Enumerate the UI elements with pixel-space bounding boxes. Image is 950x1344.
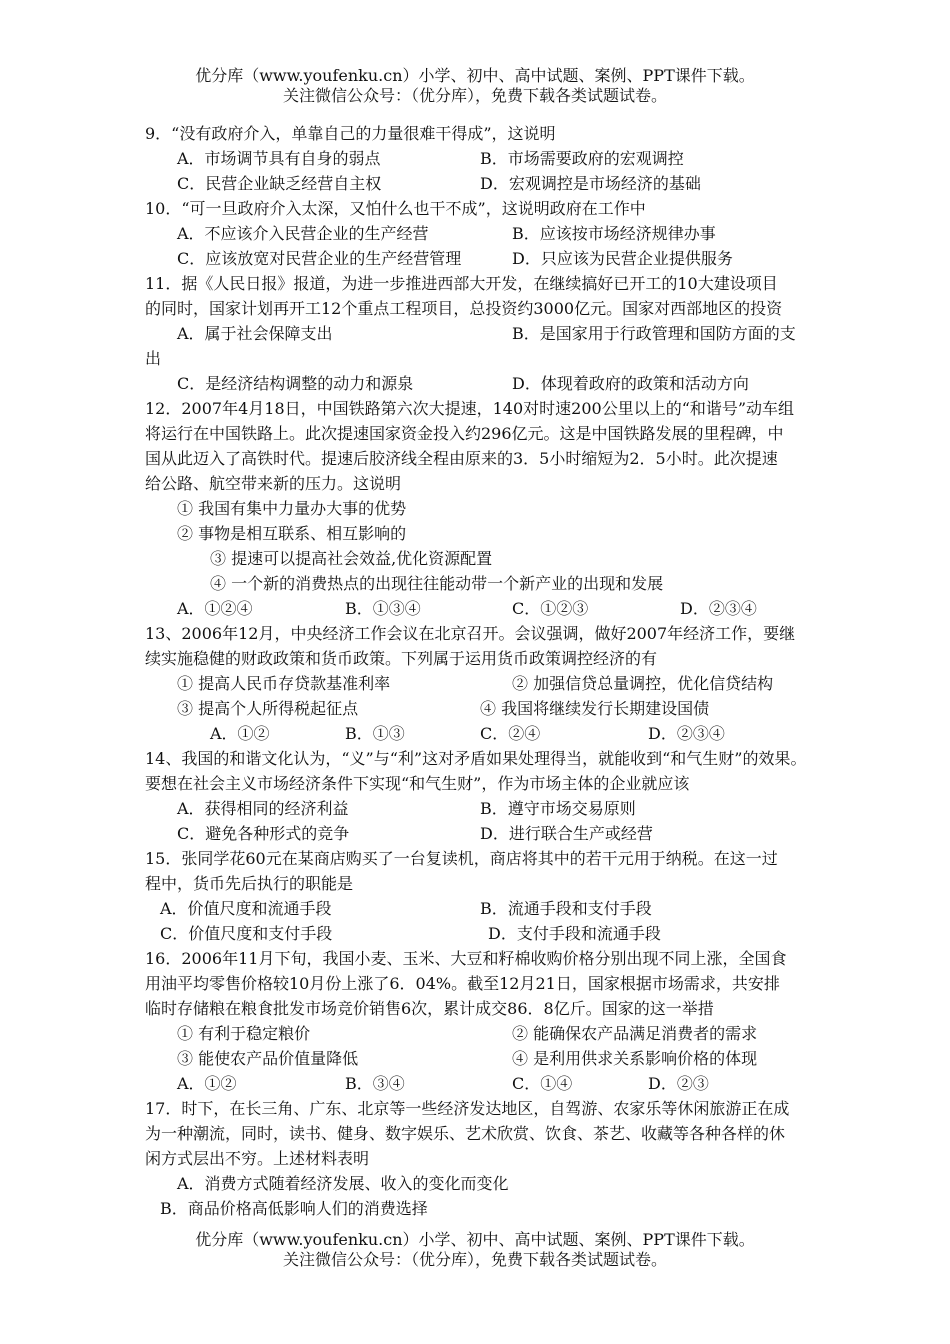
q14-option-a: A．获得相同的经济利益 xyxy=(177,799,349,818)
q9-option-a: A．市场调节具有自身的弱点 xyxy=(177,149,381,168)
q11-option-b: B．是国家用于行政管理和国防方面的支 xyxy=(512,324,796,343)
q12-option-d: D．②③④ xyxy=(680,599,757,618)
q16-option-a: A．①② xyxy=(177,1074,237,1093)
q15-option-d: D．支付手段和流通手段 xyxy=(488,924,661,943)
q11-option-c: C．是经济结构调整的动力和源泉 xyxy=(177,374,414,393)
q16-option-b: B．③④ xyxy=(345,1074,405,1093)
q11-option-d: D．体现着政府的政策和活动方向 xyxy=(512,374,749,393)
q14-stem-1: 14、我国的和谐文化认为，“义”与“利”这对矛盾如果处理得当，就能收到“和气生财”的效果。 xyxy=(145,749,807,768)
q14-option-b: B．遵守市场交易原则 xyxy=(480,799,636,818)
footer-line-2: 关注微信公众号：（优分库），免费下载各类试题试卷。 xyxy=(282,1250,667,1269)
q15-option-b: B．流通手段和支付手段 xyxy=(480,899,652,918)
q13-statement-2: ② 加强信贷总量调控，优化信贷结构 xyxy=(512,674,774,693)
q16-statement-3: ③ 能使农产品价值量降低 xyxy=(177,1049,359,1068)
q15-stem-1: 15．张同学花60元在某商店购买了一台复读机，商店将其中的若干元用于纳税。在这一过 xyxy=(145,849,778,868)
q11-option-b-wrap: 出 xyxy=(145,349,162,368)
q12-option-a: A．①②④ xyxy=(177,599,253,618)
q17-stem-2: 为一种潮流，同时，读书、健身、数字娱乐、艺术欣赏、饮食、茶艺、收藏等各种各样的休 xyxy=(145,1124,786,1143)
q12-stem-3: 国从此迈入了高铁时代。提速后胶济线全程由原来的3．5小时缩短为2．5小时。此次提速 xyxy=(145,449,778,468)
q13-option-b: B．①③ xyxy=(345,724,405,743)
q17-option-b: B．商品价格高低影响人们的消费选择 xyxy=(160,1199,428,1218)
q12-stem-4: 给公路、航空带来新的压力。这说明 xyxy=(145,474,402,493)
q16-stem-3: 临时存储粮在粮食批发市场竞价销售6次，累计成交86．8亿斤。国家的这一举措 xyxy=(145,999,714,1018)
q15-option-c: C．价值尺度和支付手段 xyxy=(160,924,333,943)
q12-statement-1: ① 我国有集中力量办大事的优势 xyxy=(177,499,407,518)
q14-option-d: D．进行联合生产或经营 xyxy=(480,824,653,843)
q16-stem-2: 用油平均零售价格较10月份上涨了6．04%。截至12月21日，国家根据市场需求，共安排 xyxy=(145,974,780,993)
q9-option-c: C．民营企业缺乏经营自主权 xyxy=(177,174,382,193)
q17-stem-3: 闲方式层出不穷。上述材料表明 xyxy=(145,1149,370,1168)
footer-line-1: 优分库（www.youfenku.cn）小学、初中、高中试题、案例、PPT课件下载。 xyxy=(195,1230,755,1249)
q13-stem-1: 13、2006年12月，中央经济工作会议在北京召开。会议强调，做好2007年经济工作，要继 xyxy=(145,624,796,643)
q17-option-a: A．消费方式随着经济发展、收入的变化而变化 xyxy=(177,1174,509,1193)
q13-option-c: C．②④ xyxy=(480,724,541,743)
q17-stem-1: 17．时下，在长三角、广东、北京等一些经济发达地区，自驾游、农家乐等休闲旅游正在成 xyxy=(145,1099,790,1118)
q12-statement-4: ④ 一个新的消费热点的出现往往能动带一个新产业的出现和发展 xyxy=(210,574,664,593)
q15-option-a: A．价值尺度和流通手段 xyxy=(160,899,332,918)
q12-statement-3: ③ 提速可以提高社会效益,优化资源配置 xyxy=(210,549,493,568)
q15-stem-2: 程中，货币先后执行的职能是 xyxy=(145,874,354,893)
q10-stem: 10．“可一旦政府介入太深，又怕什么也干不成”，这说明政府在工作中 xyxy=(145,199,646,218)
header-line-2: 关注微信公众号：（优分库），免费下载各类试题试卷。 xyxy=(282,86,667,105)
q13-stem-2: 续实施稳健的财政政策和货币政策。下列属于运用货币政策调控经济的有 xyxy=(145,649,658,668)
header-line-1: 优分库（www.youfenku.cn）小学、初中、高中试题、案例、PPT课件下载。 xyxy=(195,66,755,85)
q13-statement-4: ④ 我国将继续发行长期建设国债 xyxy=(480,699,710,718)
q16-stem-1: 16．2006年11月下旬，我国小麦、玉米、大豆和籽棉收购价格分别出现不同上涨，全国食 xyxy=(145,949,787,968)
q16-option-d: D．②③ xyxy=(648,1074,709,1093)
q9-option-d: D．宏观调控是市场经济的基础 xyxy=(480,174,701,193)
q13-statement-1: ① 提高人民币存贷款基准利率 xyxy=(177,674,391,693)
q10-option-d: D．只应该为民营企业提供服务 xyxy=(512,249,733,268)
q13-option-d: D．②③④ xyxy=(648,724,725,743)
q11-option-a: A．属于社会保障支出 xyxy=(177,324,333,343)
q16-option-c: C．①④ xyxy=(512,1074,573,1093)
q16-statement-4: ④ 是利用供求关系影响价格的体现 xyxy=(512,1049,758,1068)
q10-option-b: B．应该按市场经济规律办事 xyxy=(512,224,716,243)
q11-stem-1: 11．据《人民日报》报道，为进一步推进西部大开发，在继续搞好已开工的10大建设项目 xyxy=(145,274,778,293)
q12-stem-1: 12．2007年4月18日，中国铁路第六次大提速，140对时速200公里以上的“和谐号”动车组 xyxy=(145,399,795,418)
q12-statement-2: ② 事物是相互联系、相互影响的 xyxy=(177,524,407,543)
q12-option-c: C．①②③ xyxy=(512,599,589,618)
q13-statement-3: ③ 提高个人所得税起征点 xyxy=(177,699,359,718)
q10-option-c: C．应该放宽对民营企业的生产经营管理 xyxy=(177,249,462,268)
q14-option-c: C．避免各种形式的竞争 xyxy=(177,824,350,843)
q16-statement-1: ① 有利于稳定粮价 xyxy=(177,1024,311,1043)
q14-stem-2: 要想在社会主义市场经济条件下实现“和气生财”，作为市场主体的企业就应该 xyxy=(145,774,690,793)
q12-option-b: B．①③④ xyxy=(345,599,421,618)
q13-option-a: A．①② xyxy=(210,724,270,743)
q11-stem-2: 的同时，国家计划再开工12个重点工程项目，总投资约3000亿元。国家对西部地区的投资 xyxy=(145,299,783,318)
q9-option-b: B．市场需要政府的宏观调控 xyxy=(480,149,684,168)
q9-stem: 9．“没有政府介入，单靠自己的力量很难干得成”，这说明 xyxy=(145,124,556,143)
q12-stem-2: 将运行在中国铁路上。此次提速国家资金投入约296亿元。这是中国铁路发展的里程碑，中 xyxy=(145,424,784,443)
q16-statement-2: ② 能确保农产品满足消费者的需求 xyxy=(512,1024,758,1043)
q10-option-a: A．不应该介入民营企业的生产经营 xyxy=(177,224,429,243)
